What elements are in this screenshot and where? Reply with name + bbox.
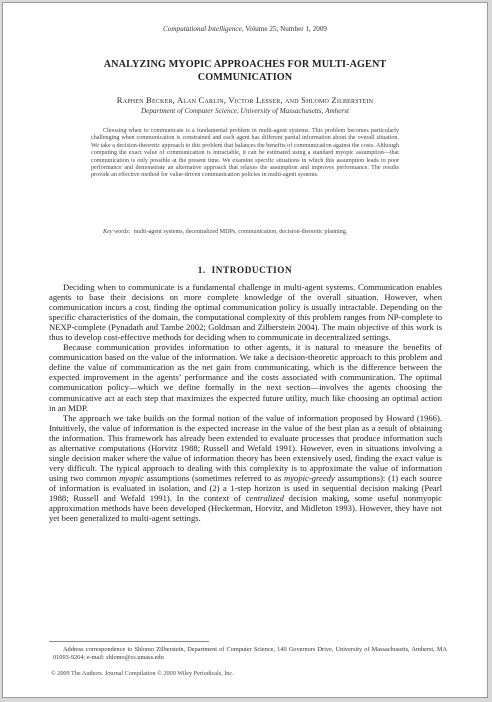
author-affiliation: Department of Computer Science, University of Massachusetts, Amherst	[140, 107, 350, 115]
abstract: Choosing when to communicate is a fundamental problem in multi-agent systems. This problem becomes particularly challenging when communication is constrained and each agent has different partial information about the overall situation. We take a decision-theoretic approach to this problem that balances the benefits of communication against the costs. Although computing the exact value of communication is intractable, it can be estimated using a standard myopic assumption—that communication is only possible at the present time. We examine specific situations in which this assumption leads to poor performance and demonstrate an alternative approach that relaxes the assumption and improves performance. The results provide an effective method for value-driven communication policies in multi-agent systems.	[91, 128, 399, 179]
paragraph-3-part-a: The approach we take builds on the formal notion of the value of information proposed by Howard (1966). Intuitively, the value of information is the expected increase in the value of the best plan as a result of obtaining the information. This framework has already been extended to evaluate processes that produce information such as alternative computations (Horvitz 1988; Russell and Wefald 1991). However, even in situations involving a single decision maker where the value of information theory has been extensively used, finding the exact value is very difficult. The typical approach to dealing with this complexity is to approximate the value of information using two common	[49, 412, 442, 483]
term-centralized: centralized	[245, 492, 284, 503]
author-list: Raphen Becker, Alan Carlin, Victor Lesser, and Shlomo Zilberstein	[116, 95, 374, 105]
paragraph-3-part-c: assumptions): (1) each source of information is evaluated in isolation, and (2) a 1-step horizon is used in sequential decision making (Pearl 1988; Russell and Wefald 1991). In the context of	[49, 472, 442, 503]
keywords-text: multi-agent systems, decentralized MDPs, communication, decision-theoretic planning.	[133, 229, 348, 235]
term-myopic: myopic	[119, 472, 144, 483]
keywords	[103, 229, 417, 236]
section-number: 1.	[197, 265, 206, 275]
paper-page	[2, 2, 488, 698]
section-heading	[3, 265, 487, 275]
paper-title: ANALYZING MYOPIC APPROACHES FOR MULTI-AGENT COMMUNICATION	[103, 59, 387, 83]
correspondence-footnote: Address correspondence to Shlomo Zilberstein, Department of Computer Science, 140 Governors Drive, University of Massachusetts, Amherst, MA 01003-9264; e-mail: shlomo@cs.umass.edu	[53, 646, 447, 661]
journal-header	[3, 25, 487, 33]
journal-details: , Volume 25, Number 1, 2009	[241, 25, 328, 33]
journal-name: Computational Intelligence	[162, 25, 242, 33]
paragraph-3	[49, 413, 442, 524]
paragraph-2: Because communication provides information to other agents, it is natural to measure the benefits of communication based on the value of the information. We take a decision-theoretic approach to this problem and define the value of communication as the net gain from communicating, which is the difference between the expected improvement in the agents’ performance and the costs associated with communication. The optimal communication policy—which we define formally in the next section—involves the agents choosing the communicative act at each step that maximizes the expected future utility, much like choosing an optimal action in an MDP.	[49, 342, 442, 413]
paragraph-3-part-b: assumptions (sometimes referred to as	[143, 472, 284, 483]
copyright-line: © 2009 The Authors. Journal Compilation © 2009 Wiley Periodicals, Inc.	[51, 670, 234, 677]
section-title: INTRODUCTION	[211, 265, 293, 275]
paragraph-3-part-d: decision making, some useful nonmyopic approximation methods have been developed (Heckerman, Horvitz, and Midleton 1993). However, they have not yet been generalized to multi-agent settings.	[49, 492, 442, 524]
keywords-label: Key words:	[103, 229, 131, 235]
term-myopic-greedy: myopic-greedy	[284, 472, 335, 483]
paragraph-1: Deciding when to communicate is a fundamental challenge in multi-agent systems. Communication enables agents to base their decisions on more complete knowledge of the overall situation. However, when communication incurs a cost, finding the optimal communication policy is usually intractable. Depending on the specific characteristics of the domain, the computational complexity of this problem ranges from NP-complete to NEXP-complete (Pynadath and Tambe 2002; Goldman and Zilberstein 2004). The main objective of this work is thus to develop cost-effective methods for deciding when to communicate in decentralized settings.	[49, 282, 442, 343]
footnote-rule	[49, 641, 209, 642]
body-text	[49, 282, 442, 523]
